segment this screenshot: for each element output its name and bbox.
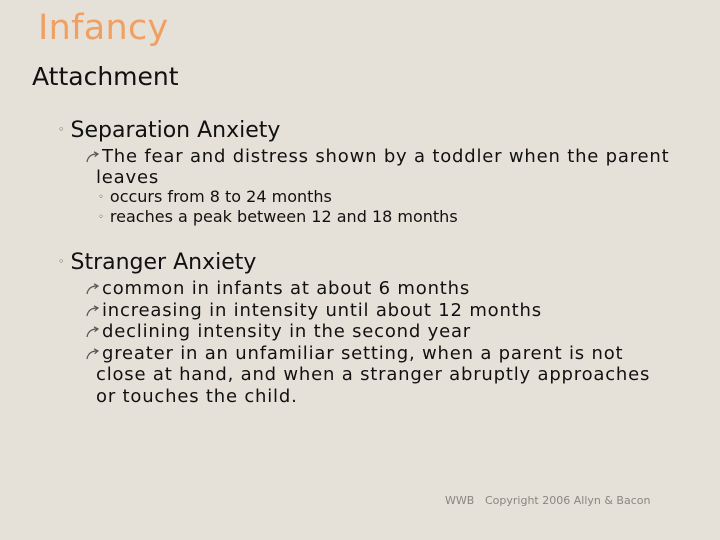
footer-author: WWB bbox=[445, 494, 475, 507]
circle-bullet-icon: ◦ bbox=[58, 123, 65, 136]
slide-title: Infancy bbox=[38, 8, 169, 48]
list-item bbox=[86, 321, 686, 343]
list-item bbox=[86, 146, 686, 188]
sub-list-item bbox=[98, 187, 458, 207]
slide-subtitle: Attachment bbox=[32, 62, 179, 91]
sub-bullet-list bbox=[98, 187, 458, 227]
sub-list-item-text: occurs from 8 to 24 months bbox=[109, 187, 332, 206]
list-item-text: The fear and distress shown by a toddler when the parent leaves bbox=[96, 146, 670, 188]
curved-arrow-icon bbox=[86, 348, 100, 360]
section-heading-separation-anxiety bbox=[58, 118, 280, 143]
list-item bbox=[86, 300, 686, 322]
circle-bullet-icon: ◦ bbox=[58, 255, 65, 268]
list-item-text: common in infants at about 6 months bbox=[102, 278, 471, 299]
list-item-text: declining intensity in the second year bbox=[102, 321, 471, 342]
curved-arrow-icon bbox=[86, 283, 100, 295]
section-heading-text: Stranger Anxiety bbox=[70, 250, 257, 275]
list-item bbox=[86, 343, 668, 408]
bullet-list-stranger bbox=[86, 278, 686, 407]
curved-arrow-icon bbox=[86, 151, 100, 163]
section-heading-text: Separation Anxiety bbox=[70, 118, 281, 143]
sub-list-item-text: reaches a peak between 12 and 18 months bbox=[109, 207, 458, 226]
bullet-list-separation bbox=[86, 146, 686, 188]
list-item bbox=[86, 278, 686, 300]
circle-bullet-icon: ◦ bbox=[98, 212, 104, 223]
list-item-text: greater in an unfamiliar setting, when a parent is not close at hand, and when a stranger abruptly approaches or touches the child. bbox=[96, 342, 651, 407]
section-heading-stranger-anxiety bbox=[58, 250, 256, 275]
circle-bullet-icon: ◦ bbox=[98, 192, 104, 203]
footer-copyright: Copyright 2006 Allyn & Bacon bbox=[485, 494, 651, 507]
curved-arrow-icon bbox=[86, 326, 100, 338]
list-item-text: increasing in intensity until about 12 months bbox=[102, 299, 542, 321]
sub-list-item bbox=[98, 207, 458, 227]
curved-arrow-icon bbox=[86, 305, 100, 317]
